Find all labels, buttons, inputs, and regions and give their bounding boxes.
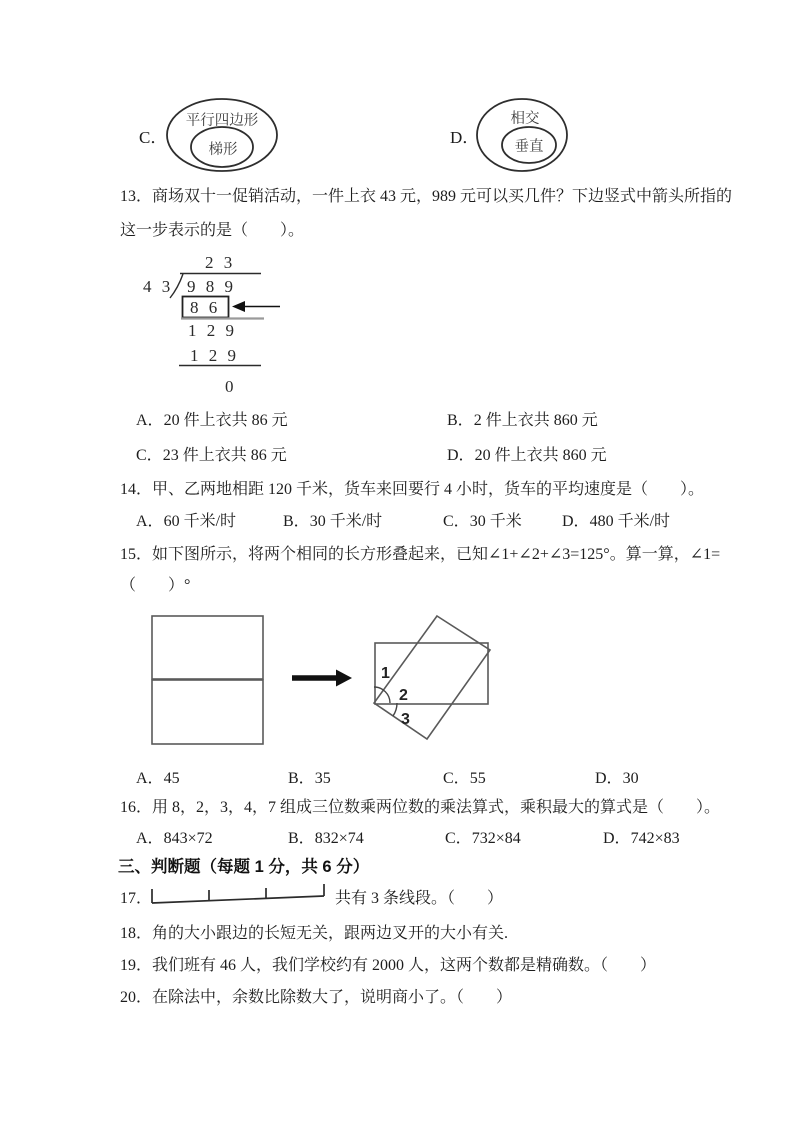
option-text: 35 bbox=[314, 770, 331, 787]
option-text: 55 bbox=[469, 770, 486, 787]
angle-1-label: 1 bbox=[381, 665, 390, 682]
venn-d-diagram bbox=[476, 98, 576, 178]
q16-option-b bbox=[288, 829, 364, 849]
option-text: 2 件上衣共 860 元 bbox=[473, 412, 598, 429]
option-key: D． bbox=[447, 447, 475, 464]
option-text: 20 件上衣共 860 元 bbox=[474, 447, 607, 464]
rectangle-overlap-diagram bbox=[145, 607, 505, 757]
q15-option-a bbox=[136, 769, 180, 789]
division-boxed-product: 8 6 bbox=[190, 298, 221, 317]
long-division-figure bbox=[140, 250, 325, 400]
angle-arc-3 bbox=[393, 703, 397, 716]
option-key: C． bbox=[445, 830, 472, 847]
division-product1: 1 2 9 bbox=[188, 321, 237, 340]
option-key: C． bbox=[136, 447, 163, 464]
option-key: A． bbox=[136, 770, 164, 787]
q13-option-c bbox=[136, 446, 287, 466]
division-remainder: 0 bbox=[225, 377, 237, 396]
option-key: A． bbox=[136, 513, 164, 530]
venn-d-outer-label: 相交 bbox=[510, 111, 540, 127]
question-14-text: 14．甲、乙两地相距 120 千米，货车来回要行 4 小时，货车的平均速度是（ ）。 bbox=[120, 481, 705, 498]
question-16-text: 16．用 8，2，3，4，7 组成三位数乘两位数的乘法算式，乘积最大的算式是（ ）。 bbox=[120, 799, 721, 816]
question-18-text: 18．角的大小跟边的长短无关，跟两边叉开的大小有关. bbox=[120, 925, 509, 942]
section-3-heading: 三、判断题（每题 1 分，共 6 分） bbox=[118, 858, 370, 876]
option-key: D． bbox=[595, 770, 623, 787]
question-13-line1: 13．商场双十一促销活动，一件上衣 43 元，989 元可以买几件？下边竖式中箭头所指的 bbox=[120, 188, 733, 205]
segment-line bbox=[152, 896, 324, 903]
option-key: B． bbox=[288, 830, 315, 847]
option-text: 742×83 bbox=[630, 830, 680, 847]
option-text: 30 千米 bbox=[469, 513, 522, 530]
division-product2: 1 2 9 bbox=[190, 346, 239, 365]
q13-option-b bbox=[447, 411, 598, 431]
base-rectangle bbox=[375, 643, 488, 704]
q14-option-d bbox=[562, 512, 670, 532]
venn-d-outer-ellipse bbox=[477, 99, 567, 171]
division-dividend: 9 8 9 bbox=[187, 277, 236, 296]
venn-c-label: C． bbox=[139, 128, 168, 147]
option-text: 45 bbox=[163, 770, 180, 787]
question-19-text: 19．我们班有 46 人，我们学校约有 2000 人，这两个数都是精确数。（ ） bbox=[120, 957, 657, 974]
option-text: 832×74 bbox=[314, 830, 364, 847]
question-17-number: 17． bbox=[120, 890, 153, 907]
angle-2-label: 2 bbox=[399, 687, 408, 704]
option-key: D． bbox=[562, 513, 590, 530]
question-13-line2: 这一步表示的是（ ）。 bbox=[120, 222, 305, 239]
venn-c-outer-label: 平行四边形 bbox=[185, 113, 259, 129]
question-15-line1: 15．如下图所示，将两个相同的长方形叠起来，已知∠1+∠2+∠3=125°。算一算，∠1= bbox=[120, 546, 721, 563]
rotated-rectangle bbox=[374, 616, 490, 739]
option-key: D． bbox=[603, 830, 631, 847]
question-17-text: 共有 3 条线段。（ ） bbox=[335, 890, 504, 907]
arrow-right-head-icon bbox=[336, 670, 352, 687]
question-20-text: 20．在除法中，余数比除数大了，说明商小了。（ ） bbox=[120, 989, 513, 1006]
q14-option-b bbox=[283, 512, 382, 532]
venn-d-label: D． bbox=[450, 128, 480, 147]
q14-option-c bbox=[443, 512, 522, 532]
division-quotient: 2 3 bbox=[205, 253, 236, 272]
q16-option-c bbox=[445, 829, 521, 849]
q15-option-d bbox=[595, 769, 639, 789]
option-text: 30 bbox=[622, 770, 639, 787]
q15-option-c bbox=[443, 769, 486, 789]
division-divisor: 4 3 bbox=[143, 277, 174, 296]
option-key: A． bbox=[136, 412, 164, 429]
arrow-left-head-icon bbox=[232, 301, 245, 312]
q16-option-a bbox=[136, 829, 213, 849]
option-key: B． bbox=[447, 412, 474, 429]
option-key: C． bbox=[443, 770, 470, 787]
q15-option-b bbox=[288, 769, 331, 789]
option-text: 732×84 bbox=[471, 830, 521, 847]
q16-option-d bbox=[603, 829, 680, 849]
option-key: C． bbox=[443, 513, 470, 530]
angle-3-label: 3 bbox=[401, 711, 410, 728]
option-text: 843×72 bbox=[163, 830, 213, 847]
q13-option-a bbox=[136, 411, 288, 431]
q14-option-a bbox=[136, 512, 236, 532]
stacked-rect-top bbox=[152, 616, 263, 679]
venn-d-inner-label: 垂直 bbox=[514, 139, 544, 155]
venn-c-diagram bbox=[162, 95, 287, 180]
option-text: 480 千米/时 bbox=[589, 513, 671, 530]
option-text: 60 千米/时 bbox=[163, 513, 237, 530]
segment-figure bbox=[148, 884, 333, 910]
option-text: 23 件上衣共 86 元 bbox=[162, 447, 287, 464]
option-text: 20 件上衣共 86 元 bbox=[163, 412, 288, 429]
option-text: 30 千米/时 bbox=[309, 513, 383, 530]
option-key: A． bbox=[136, 830, 164, 847]
stacked-rect-bottom bbox=[152, 680, 263, 744]
question-15-line2: （ ）° bbox=[120, 577, 191, 594]
venn-c-inner-label: 梯形 bbox=[208, 142, 238, 158]
venn-c-outer-ellipse bbox=[167, 99, 277, 171]
option-key: B． bbox=[288, 770, 315, 787]
q13-option-d bbox=[447, 446, 607, 466]
option-key: B． bbox=[283, 513, 310, 530]
